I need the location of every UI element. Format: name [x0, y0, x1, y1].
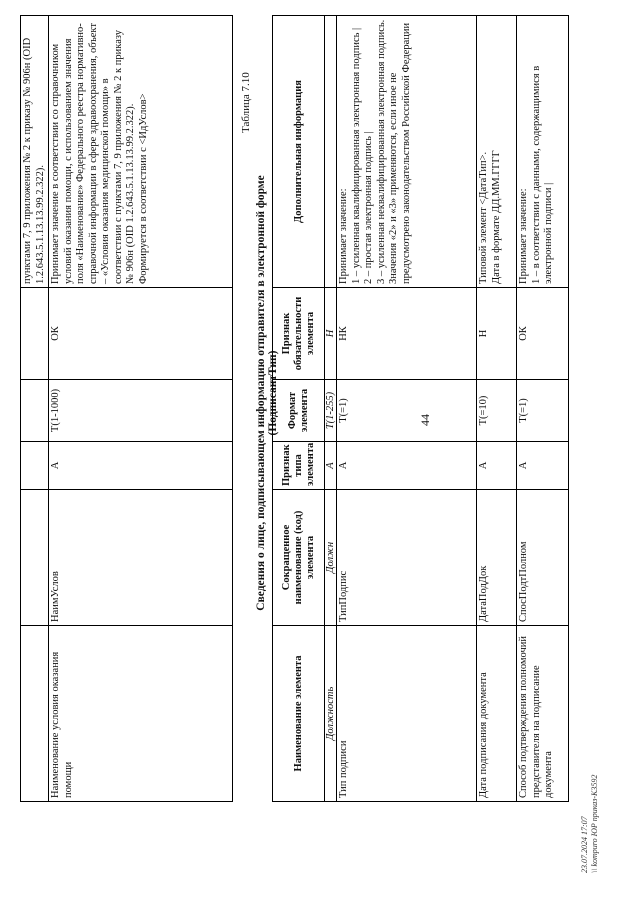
continuation-text: пунктами 7, 9 приложения № 2 к приказу № 906н (OID 1.2.643.5.1.13.13.99.2.322).: [21, 16, 49, 288]
table-caption: Таблица 7.10: [240, 72, 252, 133]
table-header-row: [273, 16, 325, 802]
continued-table: [20, 15, 233, 802]
stamp-date: 23.07.2024 17:07: [580, 816, 589, 873]
row-1-name: Тип подписи: [337, 626, 477, 802]
row-2-type: А: [477, 442, 517, 490]
row-3-code: СпосПодтПолном: [517, 490, 569, 626]
header-name: Наименование элемента: [273, 626, 325, 802]
table-row: [337, 16, 477, 802]
row-3-format: Т(=1): [517, 380, 569, 442]
header-code: Сокращенное наименование (код) элемента: [273, 490, 325, 626]
table-row: [477, 16, 517, 802]
table-row: [49, 16, 233, 802]
row-3-type: А: [517, 442, 569, 490]
header-type: Признак типа элемента: [273, 442, 325, 490]
element-code: НаимУслов: [49, 490, 233, 626]
row-2-info: Типовой элемент <ДатаТип>. Дата в формате ДД.ММ.ГГГГ: [477, 16, 517, 288]
row-2-required: Н: [477, 288, 517, 380]
element-name: Наименование условия оказания помощи: [49, 626, 233, 802]
row-2-format: Т(=10): [477, 380, 517, 442]
row-1-required: НК: [337, 288, 477, 380]
table-row: [21, 16, 49, 802]
header-format: Формат элемента: [273, 380, 325, 442]
table-title: Сведения о лице, подписывающем информацию отправителя в электронной форме (ПодписантТип): [255, 175, 279, 611]
row-2-code: ДатаПодДок: [477, 490, 517, 626]
print-stamp: [580, 775, 600, 873]
element-required: ОК: [49, 288, 233, 380]
row-0-format: Т(1-255): [325, 380, 337, 442]
row-3-name: Способ подтверждения полномочий представителя на подписание документа: [517, 626, 569, 802]
row-0-info: [325, 16, 337, 288]
row-0-required: Н: [325, 288, 337, 380]
signer-table: [272, 15, 569, 802]
row-1-type: А: [337, 442, 477, 490]
row-0-name: Должность: [325, 626, 337, 802]
element-type: А: [49, 442, 233, 490]
header-required: Признак обязательности элемента: [273, 288, 325, 380]
row-1-info: Принимает значение: 1 – усиленная квалифицированная электронная подпись | 2 – простая электронная подпись | 3 – усиленная неквалифицированная электронная подпись. Значения «2» и «3» применяются, если иное не предусмотрено законодательством Российской Федерации: [337, 16, 477, 288]
row-1-format: Т(=1): [337, 380, 477, 442]
row-1-code: ТипПодпис: [337, 490, 477, 626]
table-row: [517, 16, 569, 802]
row-0-type: А: [325, 442, 337, 490]
page-number: 44: [418, 414, 432, 426]
row-3-required: ОК: [517, 288, 569, 380]
row-0-code: Должн: [325, 490, 337, 626]
row-3-info: Принимает значение: 1 – в соответствии с данными, содержащимися в электронной подписи |: [517, 16, 569, 288]
stamp-path: \\ kompuro ЮР приказ-КЗ592: [590, 774, 599, 873]
element-info: Принимает значение в соответствии со справочником условий оказания помощи, с использованием значения поля «Наименование» Федерального реестра нормативно-справочной информации в сфере здравоохранения, объект – «Условия оказания медицинской помощи» в соответствии с пунктами 7, 9 приложения № 2 к приказу № 906н (OID 1.2.643.5.1.13.13.99.2.322). Формируется в соответствии с <ИдУслов>: [49, 16, 233, 288]
row-2-name: Дата подписания документа: [477, 626, 517, 802]
header-info: Дополнительная информация: [273, 16, 325, 288]
element-format: Т(1-1000): [49, 380, 233, 442]
table-row: [325, 16, 337, 802]
